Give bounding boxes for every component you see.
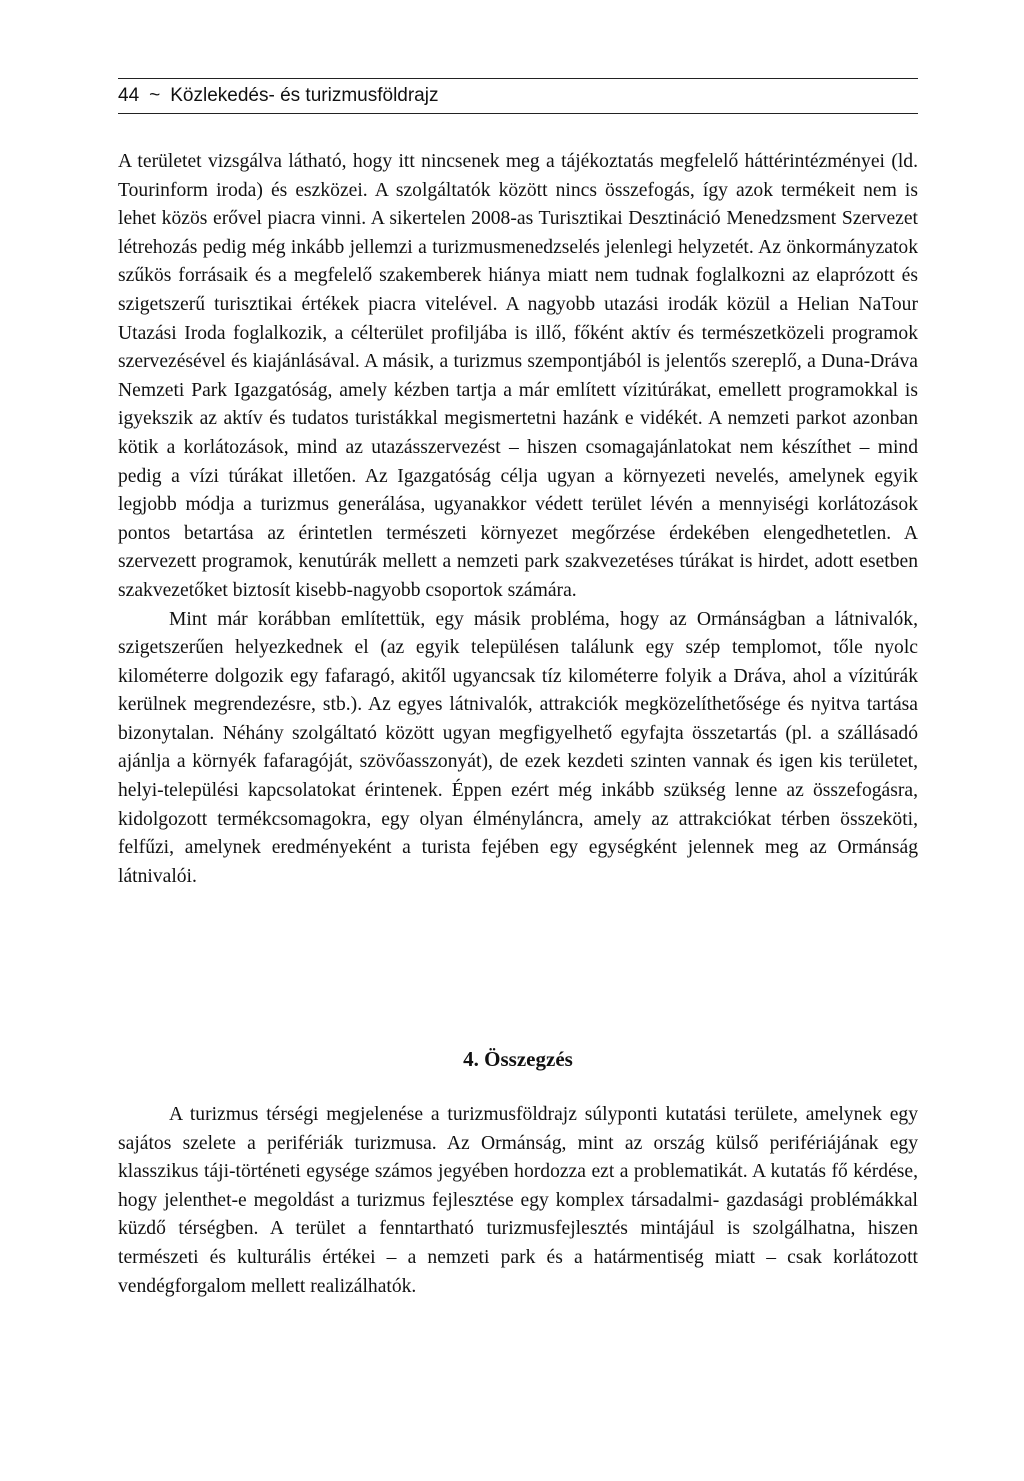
- page-number: 44: [118, 85, 140, 106]
- section-heading: 4. Összegzés: [463, 1047, 573, 1071]
- header-separator: ~: [149, 85, 161, 106]
- document-page: [118, 0, 924, 1481]
- paragraph: Mint már korábban említettük, egy másik probléma, hogy az Ormánságban a látnivalók, szigetszerűen helyezkednek el (az egyik településen találunk egy szép templomot, tőle nyolc kilométerre dolgozik egy fafaragó, akitől ugyancsak tíz kilométerre folyik a Dráva, ahol a vízitúrák kerülnek megrendezésre, stb.). Az egyes látnivalók, attrakciók megközelíthetősége és nyitva tartása bizonytalan. Néhány szolgáltató között ugyan megfigyelhető egyfajta összetartás (pl. a szállásadó ajánlja a környék fafaragóját, szövőasszonyát), de ezek kezdeti szinten vannak és igen kis területet, helyi-települési kapcsolatokat érintenek. Éppen ezért még inkább szükség lenne az összefogásra, kidolgozott termékcsomagokra, egy olyan élményláncra, amely az attrakciókat térben összeköti, felfűzi, amelynek eredményeként a turista fejében egy egységként jelennek meg az Ormánság látnivalói.: [118, 608, 918, 887]
- paragraph: A területet vizsgálva látható, hogy itt nincsenek meg a tájékoztatás megfelelő háttérintézményei (ld. Tourinform iroda) és eszközei. A szolgáltatók között nincs összefogás, így azok termékeit nem is lehet közös erővel piacra vinni. A sikertelen 2008-as Turisztikai Desztináció Menedzsment Szervezet létrehozás pedig még inkább jellemzi a turizmusmenedzselés jelenlegi helyzetét. Az önkormányzatok szűkös forrásaik és a megfelelő szakemberek hiánya miatt nem tudnak foglalkozni az elaprózott és szigetszerű turisztikai értékek piacra vitelével. A nagyobb utazási irodák közül a Helian NaTour Utazási Iroda foglalkozik, a célterület profiljába is illő, főként aktív és természetközeli programok szervezésével és kiajánlásával. A másik, a turizmus szempontjából is jelentős szereplő, a Duna-Dráva Nemzeti Park Igazgatóság, amely kézben tartja a már említett vízitúrákat, emellett programokkal is igyekszik az aktív és tudatos turistákkal megismertetni hazánk e vidékét. A nemzeti parkot azonban kötik a korlátozások, mind az utazásszervezést – hiszen csomagajánlatokat nem készíthet – mind pedig a vízi túrákat illetően. Az Igazgatóság célja ugyan a környezeti nevelés, amelynek egyik legjobb módja a turizmus generálása, ugyanakkor védett terület lévén a mennyiségi korlátozások pontos betartása az érintetlen természeti környezet megőrzése érdekében elengedhetetlen. A szervezett programok, kenutúrák mellett a nemzeti park szakvezetéses túrákat is hirdet, adott esetben szakvezetőket biztosít kisebb-nagyobb csoportok számára.: [118, 151, 918, 601]
- paragraph: A turizmus térségi megjelenése a turizmusföldrajz súlyponti kutatási területe, amelynek egy sajátos szelete a perifériák turizmusa. Az Ormánság, mint az ország külső perifériájának egy klasszikus táji-történeti egysége számos jegyében hordozza ezt a problematikát. A kutatás fő kérdése, hogy jelenthet-e megoldást a turizmus fejlesztése egy komplex társadalmi- gazdasági problémákkal küzdő térségben. A terület a fenntartható turizmusfejlesztés mintájául is szolgálhatna, hiszen természeti és kulturális értékei – a nemzeti park és a határmentiség miatt – csak korlátozott vendégforgalom mellett realizálhatók.: [118, 1104, 918, 1297]
- summary-text: [118, 1101, 918, 1301]
- body-text: [118, 148, 918, 891]
- running-header: [118, 78, 918, 114]
- running-title: Közlekedés- és turizmusföldrajz: [170, 85, 439, 106]
